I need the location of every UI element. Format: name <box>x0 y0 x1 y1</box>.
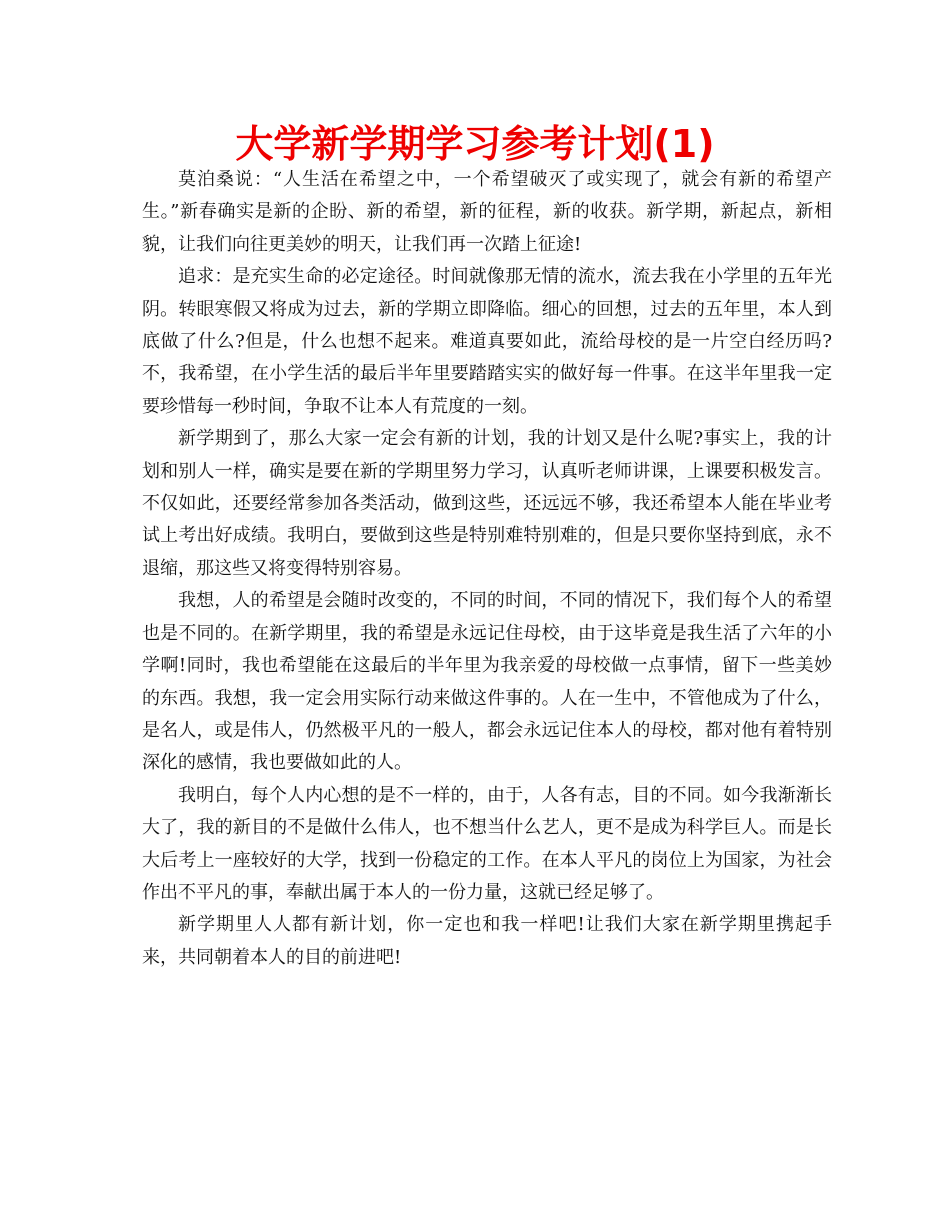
paragraph-3: 新学期到了，那么大家一定会有新的计划，我的计划又是什么呢?事实上，我的计划和别人一样，确实是要在新的学期里努力学习，认真听老师讲课，上课要积极发言。不仅如此，还要经常参加各类活动，做到这些，还远远不够，我还希望本人能在毕业考试上考出好成绩。我明白，要做到这些是特别难特别难的，但是只要你坚持到底，永不退缩，那这些又将变得特别容易。 <box>142 428 832 579</box>
paragraph-1: 莫泊桑说：“人生活在希望之中，一个希望破灭了或实现了，就会有新的希望产生。”新春确实是新的企盼、新的希望，新的征程，新的收获。新学期，新起点，新相貌，让我们向往更美妙的明天，让我们再一次踏上征途! <box>142 169 832 255</box>
paragraph-6: 新学期里人人都有新计划，你一定也和我一样吧!让我们大家在新学期里携起手来，共同朝着本人的目的前进吧! <box>142 914 832 968</box>
document-title: 大学新学期学习参考计划(1) <box>235 122 715 166</box>
paragraph-4: 我想，人的希望是会随时改变的，不同的时间，不同的情况下，我们每个人的希望也是不同的。在新学期里，我的希望是永远记住母校，由于这毕竟是我生活了六年的小学啊!同时，我也希望能在这最后的半年里为我亲爱的母校做一点事情，留下一些美妙的东西。我想，我一定会用实际行动来做这件事的。人在一生中，不管他成为了什么，是名人，或是伟人，仍然极平凡的一般人，都会永远记住本人的母校，都对他有着特别深化的感情，我也要做如此的人。 <box>142 590 832 774</box>
paragraph-2: 追求：是充实生命的必定途径。时间就像那无情的流水，流去我在小学里的五年光阴。转眼寒假又将成为过去，新的学期立即降临。细心的回想，过去的五年里，本人到底做了什么?但是，什么也想不起来。难道真要如此，流给母校的是一片空白经历吗?不，我希望，在小学生活的最后半年里要踏踏实实的做好每一件事。在这半年里我一定要珍惜每一秒时间，争取不让本人有荒度的一刻。 <box>142 266 832 417</box>
paragraph-5: 我明白，每个人内心想的是不一样的，由于，人各有志，目的不同。如今我渐渐长大了，我的新目的不是做什么伟人，也不想当什么艺人，更不是成为科学巨人。而是长大后考上一座较好的大学，找到一份稳定的工作。在本人平凡的岗位上为国家，为社会作出不平凡的事，奉献出属于本人的一份力量，这就已经足够了。 <box>142 784 832 903</box>
document-body <box>142 164 832 974</box>
